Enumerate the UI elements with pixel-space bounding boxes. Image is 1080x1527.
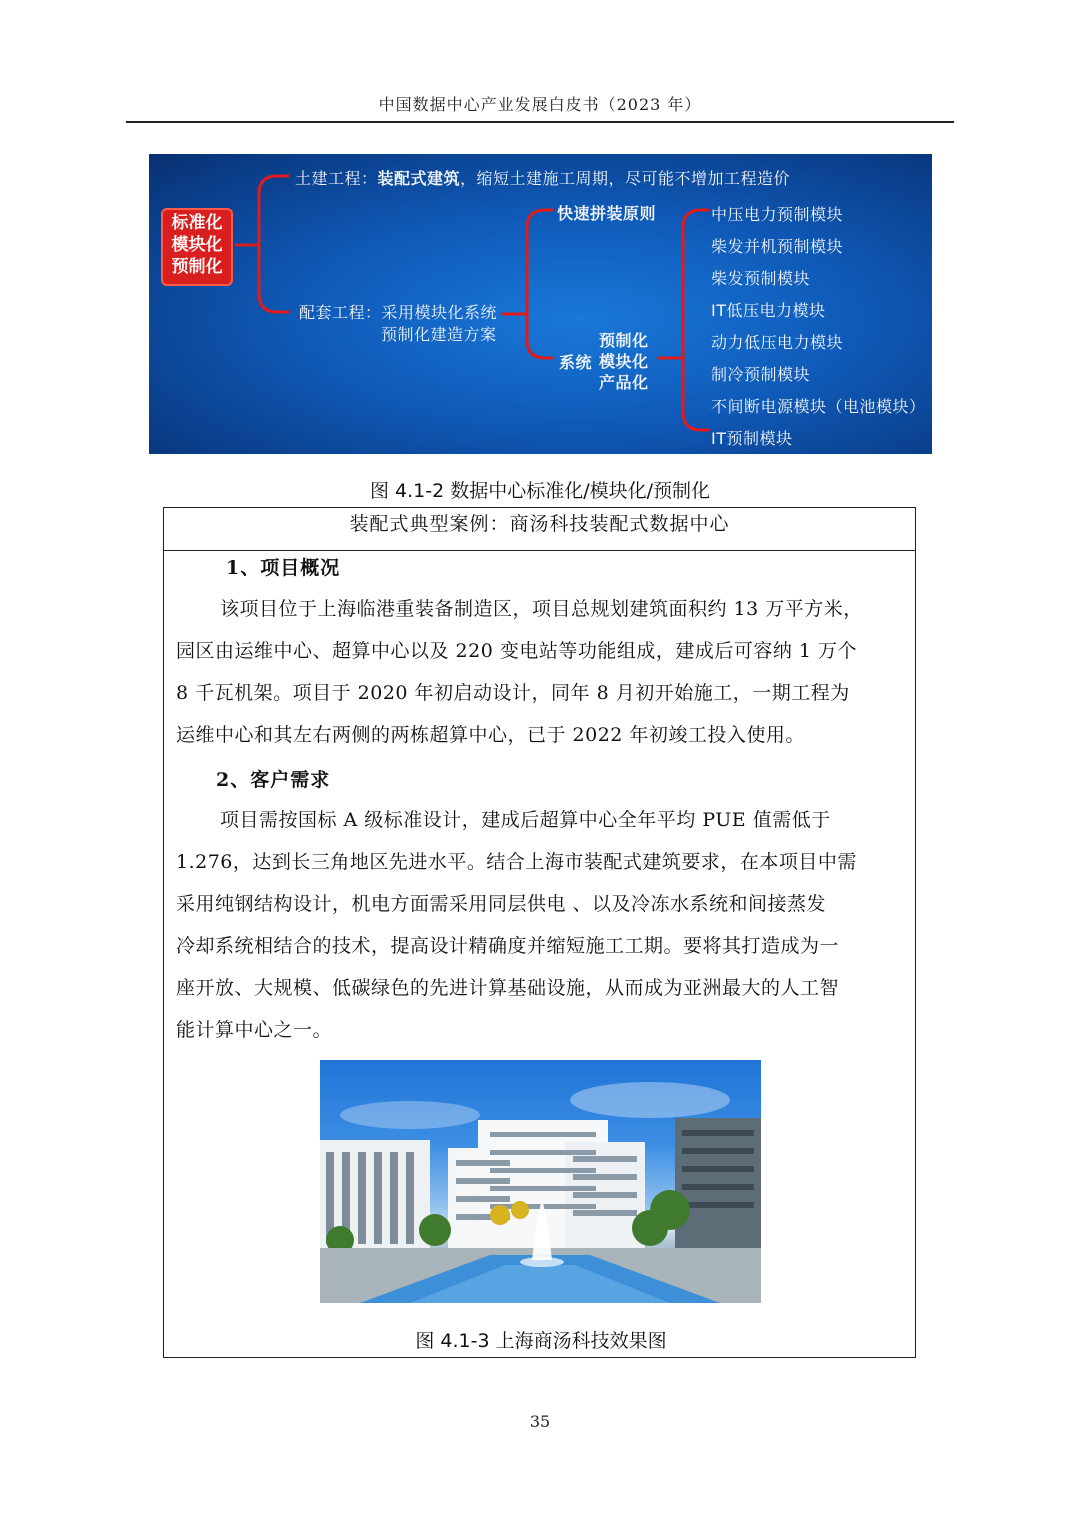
para-line: 座开放、大规模、低碳绿色的先进计算基础设施，从而成为亚洲最大的人工智 xyxy=(176,977,840,999)
civil-text: ，缩短土建施工周期，尽可能不增加工程造价 xyxy=(460,169,791,188)
para-line: 该项目位于上海临港重装备制造区，项目总规划建筑面积约 13 万平方米， xyxy=(220,598,863,620)
module-item: 柴发预制模块 xyxy=(711,269,811,288)
header-rule xyxy=(126,121,954,123)
para-line: 运维中心和其左右两侧的两栋超算中心，已于 2022 年初竣工投入使用。 xyxy=(176,724,805,746)
case-study-title: 装配式典型案例：商汤科技装配式数据中心 xyxy=(164,508,915,551)
module-item: IT低压电力模块 xyxy=(711,301,826,320)
civil-highlight: 装配式建筑 xyxy=(377,169,461,188)
section-overview-text xyxy=(176,588,907,756)
section-overview-title: 1、项目概况 xyxy=(226,557,341,579)
para-line: 冷却系统相结合的技术，提高设计精确度并缩短施工工期。要将其打造成为一 xyxy=(176,935,840,957)
para-line: 1.276，达到长三角地区先进水平。结合上海市装配式建筑要求，在本项目中需 xyxy=(176,851,857,873)
supporting-engineering-line2: 预制化建造方案 xyxy=(381,325,497,344)
section-requirements-text xyxy=(176,799,907,1051)
root-label-prefabrication: 预制化 xyxy=(171,257,223,277)
quick-assembly-principle: 快速拼装原则 xyxy=(557,204,657,223)
para-line: 采用纯钢结构设计，机电方面需采用同层供电 、以及冷冻水系统和间接蒸发 xyxy=(176,893,827,915)
module-item: 不间断电源模块（电池模块） xyxy=(711,397,926,416)
page-number: 35 xyxy=(529,1412,551,1431)
root-node-standardization xyxy=(161,208,233,286)
system-modular: 模块化 xyxy=(599,352,649,371)
running-header: 中国数据中心产业发展白皮书（2023 年） xyxy=(378,95,702,114)
figure-caption-rendering: 图 4.1-3 上海商汤科技效果图 xyxy=(415,1330,667,1352)
supporting-engineering-line1: 配套工程：采用模块化系统 xyxy=(299,303,498,322)
standardization-diagram xyxy=(149,154,932,454)
para-line: 能计算中心之一。 xyxy=(176,1019,333,1041)
civil-label: 土建工程： xyxy=(295,169,378,188)
para-line: 8 千瓦机架。项目于 2020 年初启动设计，同年 8 月初开始施工，一期工程为 xyxy=(176,682,850,704)
section-requirements-title: 2、客户需求 xyxy=(216,769,331,791)
system-label: 系统 xyxy=(559,353,593,372)
root-label-modularization: 模块化 xyxy=(171,235,223,255)
para-line: 园区由运维中心、超算中心以及 220 变电站等功能组成，建成后可容纳 1 万个 xyxy=(176,640,858,662)
building-rendering-image xyxy=(320,1060,761,1303)
system-product: 产品化 xyxy=(599,373,649,392)
module-item: 柴发并机预制模块 xyxy=(711,237,844,256)
building-rendering-drawing xyxy=(320,1060,761,1303)
para-line: 项目需按国标 A 级标准设计，建成后超算中心全年平均 PUE 值需低于 xyxy=(220,809,831,831)
system-prefab: 预制化 xyxy=(599,331,649,350)
figure-caption-diagram: 图 4.1-2 数据中心标准化/模块化/预制化 xyxy=(369,480,711,502)
module-item: IT预制模块 xyxy=(711,429,793,448)
module-item: 动力低压电力模块 xyxy=(711,333,844,352)
civil-engineering-node xyxy=(295,166,790,189)
case-study-box xyxy=(163,507,916,1358)
module-item: 制冷预制模块 xyxy=(711,365,811,384)
root-label-standardization: 标准化 xyxy=(171,213,223,233)
module-item: 中压电力预制模块 xyxy=(711,205,844,224)
